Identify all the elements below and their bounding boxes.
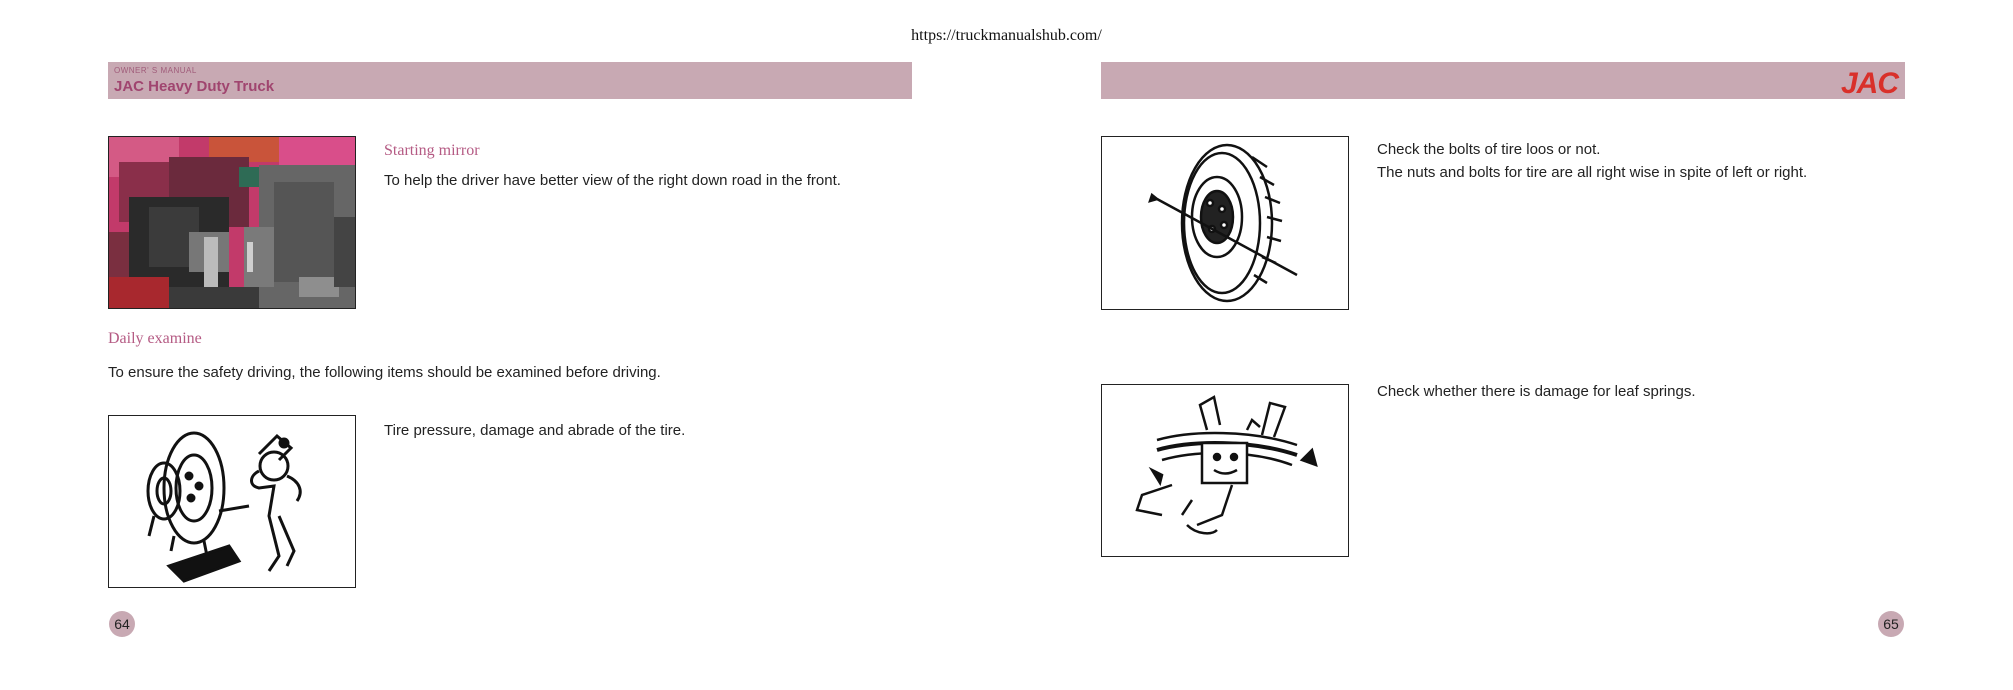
- leaf-springs-text: Check whether there is damage for leaf springs.: [1377, 383, 1696, 400]
- tire-item-text: Tire pressure, damage and abrade of the tire.: [384, 422, 686, 439]
- source-url[interactable]: https://truckmanualshub.com/: [911, 27, 1102, 44]
- starting-mirror-photo: [108, 136, 356, 309]
- leaf-spring-illustration: [1101, 384, 1349, 557]
- daily-examine-intro: To ensure the safety driving, the following items should be examined before driving.: [108, 364, 661, 381]
- manual-title: JAC Heavy Duty Truck: [114, 78, 275, 95]
- jac-logo: [1810, 62, 1900, 99]
- jac-logo-text: JAC: [1840, 67, 1898, 99]
- tire-pressure-illustration: [108, 415, 356, 588]
- page-number-right: 65: [1878, 611, 1904, 637]
- page-number-left: 64: [109, 611, 135, 637]
- daily-examine-heading: Daily examine: [108, 330, 202, 347]
- tire-bolt-wrench-illustration: [1101, 136, 1349, 310]
- starting-mirror-text: To help the driver have better view of the right down road in the front.: [384, 172, 841, 189]
- manual-label: OWNER' S MANUAL: [114, 66, 197, 75]
- bolts-check-line2: The nuts and bolts for tire are all right wise in spite of left or right.: [1377, 164, 1808, 181]
- starting-mirror-heading: Starting mirror: [384, 142, 480, 159]
- bolts-check-line1: Check the bolts of tire loos or not.: [1377, 141, 1601, 158]
- header-band-right: [1101, 62, 1905, 99]
